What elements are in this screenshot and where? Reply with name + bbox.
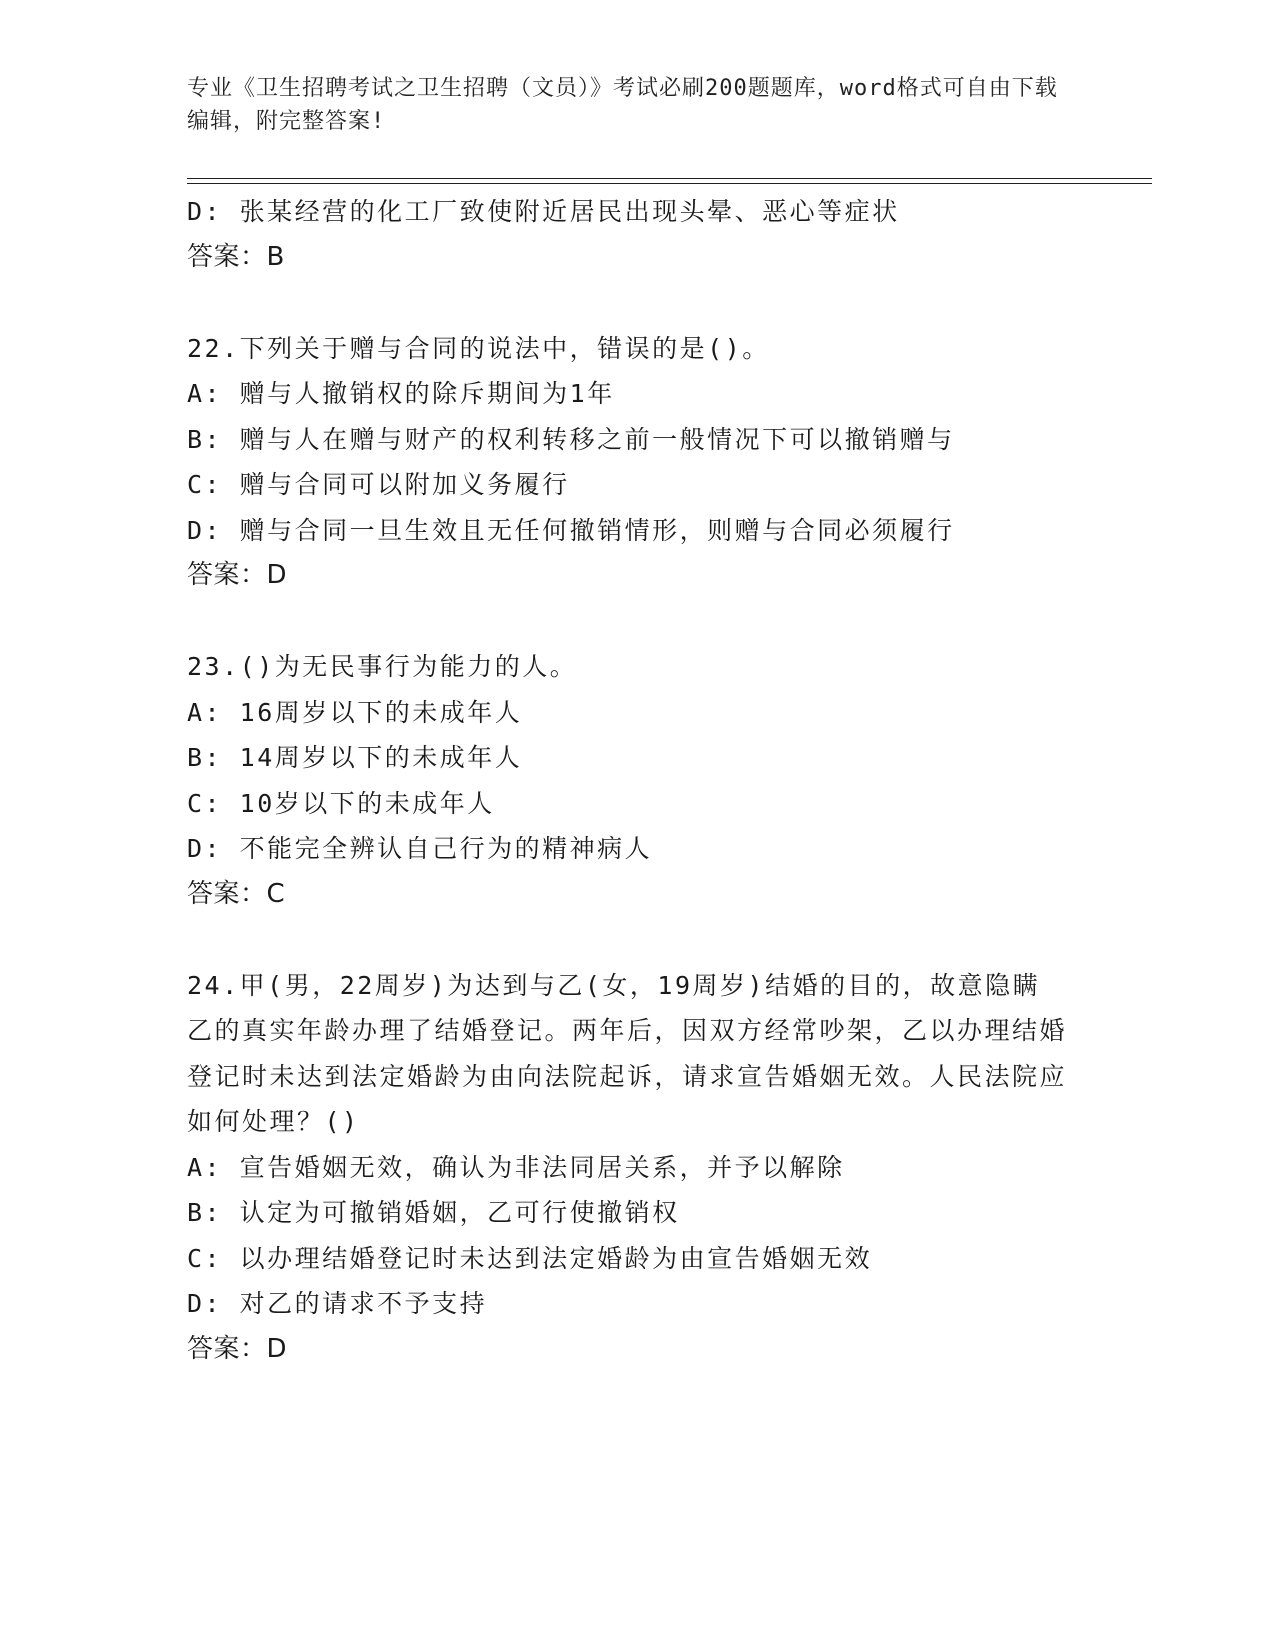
question-22-answer: 答案：D [187, 560, 288, 590]
question-23-option-c: C: 10岁以下的未成年人 [187, 788, 495, 818]
question-22-stem: 22.下列关于赠与合同的说法中，错误的是()。 [187, 333, 770, 363]
question-23-answer: 答案：C [187, 878, 286, 909]
spacer [187, 599, 1067, 645]
question-22-option-c: C: 赠与合同可以附加义务履行 [187, 470, 570, 499]
question-23-option-a: A: 16周岁以下的未成年人 [187, 697, 523, 727]
question-23-stem: 23.()为无民事行为能力的人。 [187, 652, 578, 681]
question-22-option-d: D: 赠与合同一旦生效且无任何撤销情形，则赠与合同必须履行 [187, 515, 955, 545]
question-24-answer: 答案：D [187, 1333, 288, 1364]
document-header: 专业《卫生招聘考试之卫生招聘（文员）》考试必刷200题题库，word格式可自由下载编辑，附完整答案! [187, 76, 1058, 134]
header-rule-bottom [187, 183, 1152, 184]
previous-question-answer: 答案：B [187, 241, 285, 272]
question-24-option-b: B: 认定为可撤销婚姻，乙可行使撤销权 [187, 1198, 680, 1227]
question-24-option-c: C: 以办理结婚登记时未达到法定婚龄为由宣告婚姻无效 [187, 1243, 873, 1273]
question-23-option-d: D: 不能完全辨认自己行为的精神病人 [187, 834, 653, 863]
question-22-option-b: B: 赠与人在赠与财产的权利转移之前一般情况下可以撤销赠与 [187, 424, 955, 454]
spacer [187, 917, 1067, 963]
question-content [187, 189, 1067, 1372]
question-23-option-b: B: 14周岁以下的未成年人 [187, 743, 523, 772]
previous-question-option-d: D: 张某经营的化工厂致使附近居民出现头晕、恶心等症状 [187, 197, 900, 226]
question-24-option-d: D: 对乙的请求不予支持 [187, 1289, 488, 1318]
spacer [187, 280, 1067, 326]
question-24-stem: 24.甲(男，22周岁)为达到与乙(女，19周岁)结婚的目的，故意隐瞒乙的真实年龄办理了结婚登记。两年后，因双方经常吵架，乙以办理结婚登记时未达到法定婚龄为由向法院起诉，请求宣告婚姻无效。人民法院应如何处理？() [187, 970, 1068, 1136]
question-22-option-a: A: 赠与人撤销权的除斥期间为1年 [187, 379, 615, 408]
header-rule-top [187, 178, 1152, 179]
question-24-option-a: A: 宣告婚姻无效，确认为非法同居关系，并予以解除 [187, 1152, 845, 1182]
